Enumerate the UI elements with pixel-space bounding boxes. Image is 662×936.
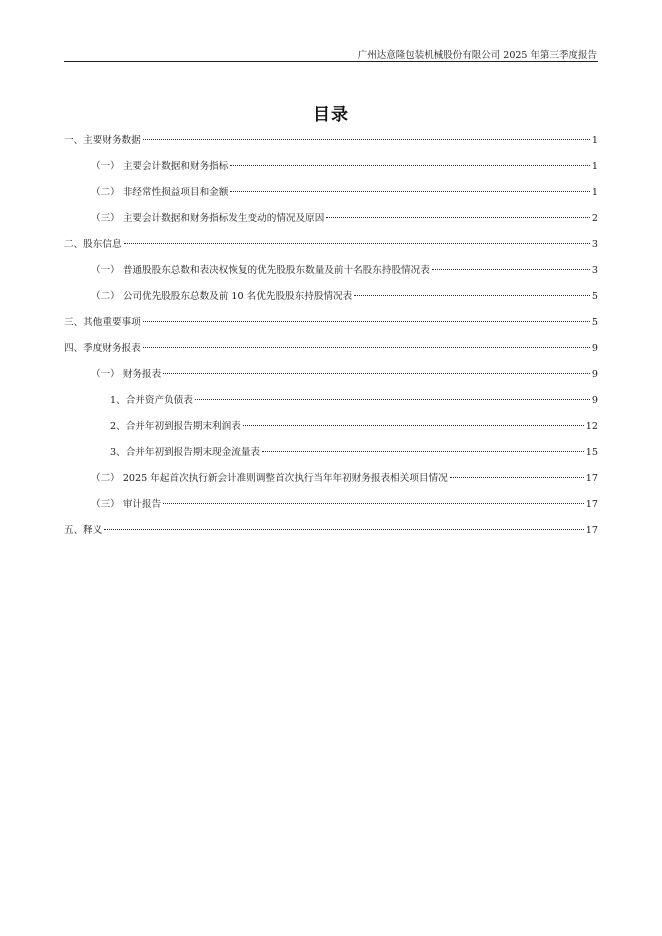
dot-leader bbox=[163, 503, 584, 504]
dot-leader bbox=[354, 295, 590, 296]
toc-entry-quarterly-statements[interactable] bbox=[64, 342, 598, 356]
dot-leader bbox=[104, 529, 583, 530]
toc-entry-cash-flow-statement[interactable] bbox=[110, 446, 598, 460]
toc-entry-label: （三） 审计报告 bbox=[91, 499, 162, 510]
toc-entry-label: 三、其他重要事项 bbox=[64, 317, 141, 328]
dot-leader bbox=[163, 373, 590, 374]
toc-page-number: 1 bbox=[591, 161, 598, 172]
toc-entry-financial-statements[interactable] bbox=[91, 368, 598, 382]
dot-leader bbox=[326, 217, 590, 218]
toc-entry-label: 3、合并年初到报告期末现金流量表 bbox=[110, 447, 261, 458]
toc-entry-common-shareholders[interactable] bbox=[91, 264, 598, 278]
toc-entry-balance-sheet[interactable] bbox=[110, 394, 598, 408]
dot-leader bbox=[450, 477, 584, 478]
dot-leader bbox=[143, 347, 590, 348]
toc-page-number: 12 bbox=[585, 421, 598, 432]
toc-entry-label: 五、释义 bbox=[64, 525, 103, 536]
toc-page-number: 3 bbox=[591, 239, 598, 250]
toc-page-number: 9 bbox=[591, 395, 598, 406]
header-rule bbox=[64, 61, 598, 62]
toc-entry-income-statement[interactable] bbox=[110, 420, 598, 434]
toc-entry-label: （一） 财务报表 bbox=[91, 369, 162, 380]
toc-entry-indicator-changes[interactable] bbox=[91, 212, 598, 226]
toc-page-number: 17 bbox=[585, 525, 598, 536]
toc-page-number: 3 bbox=[591, 265, 598, 276]
toc-entry-other-matters[interactable] bbox=[64, 316, 598, 330]
running-header: 广州达意隆包装机械股份有限公司 2025 年第三季度报告 bbox=[357, 50, 597, 61]
toc-page-number: 9 bbox=[591, 343, 598, 354]
toc-entry-label: 四、季度财务报表 bbox=[64, 343, 141, 354]
toc-page-number: 5 bbox=[591, 317, 598, 328]
toc-entry-financial-data[interactable] bbox=[64, 134, 598, 148]
toc-entry-label: 2、合并年初到报告期末利润表 bbox=[110, 421, 241, 432]
toc-page-number: 2 bbox=[591, 213, 598, 224]
dot-leader bbox=[143, 321, 590, 322]
toc-entry-shareholder-info[interactable] bbox=[64, 238, 598, 252]
toc-entry-label: （二） 2025 年起首次执行新会计准则调整首次执行当年年初财务报表相关项目情况 bbox=[91, 473, 448, 484]
toc-page-number: 1 bbox=[591, 187, 598, 198]
dot-leader bbox=[230, 191, 590, 192]
toc-entry-preferred-shareholders[interactable] bbox=[91, 290, 598, 304]
toc-entry-label: （三） 主要会计数据和财务指标发生变动的情况及原因 bbox=[91, 213, 325, 224]
toc-entry-key-indicators[interactable] bbox=[91, 160, 598, 174]
toc-entry-non-recurring-items[interactable] bbox=[91, 186, 598, 200]
toc-entry-new-accounting-standards[interactable] bbox=[91, 472, 598, 486]
toc-entry-label: 二、股东信息 bbox=[64, 239, 122, 250]
dot-leader bbox=[262, 451, 584, 452]
toc-entry-label: 一、主要财务数据 bbox=[64, 135, 141, 146]
dot-leader bbox=[230, 165, 590, 166]
dot-leader bbox=[432, 269, 590, 270]
toc-entry-label: （一） 普通股股东总数和表决权恢复的优先股股东数量及前十名股东持股情况表 bbox=[91, 265, 430, 276]
toc-entry-label: （二） 非经常性损益项目和金额 bbox=[91, 187, 229, 198]
toc-entry-audit-report[interactable] bbox=[91, 498, 598, 512]
dot-leader bbox=[143, 139, 590, 140]
dot-leader bbox=[243, 425, 584, 426]
toc-page-number: 15 bbox=[585, 447, 598, 458]
toc-entry-definitions[interactable] bbox=[64, 524, 598, 538]
toc-page-number: 17 bbox=[585, 473, 598, 484]
dot-leader bbox=[124, 243, 590, 244]
toc-page-number: 17 bbox=[585, 499, 598, 510]
toc-page-number: 5 bbox=[591, 291, 598, 302]
toc-entry-label: 1、合并资产负债表 bbox=[110, 395, 193, 406]
dot-leader bbox=[195, 399, 590, 400]
toc-page-number: 1 bbox=[591, 135, 598, 146]
page-title: 目录 bbox=[313, 105, 349, 125]
toc-page-number: 9 bbox=[591, 369, 598, 380]
toc-entry-label: （二） 公司优先股股东总数及前 10 名优先股股东持股情况表 bbox=[91, 291, 353, 302]
toc-entry-label: （一） 主要会计数据和财务指标 bbox=[91, 161, 229, 172]
